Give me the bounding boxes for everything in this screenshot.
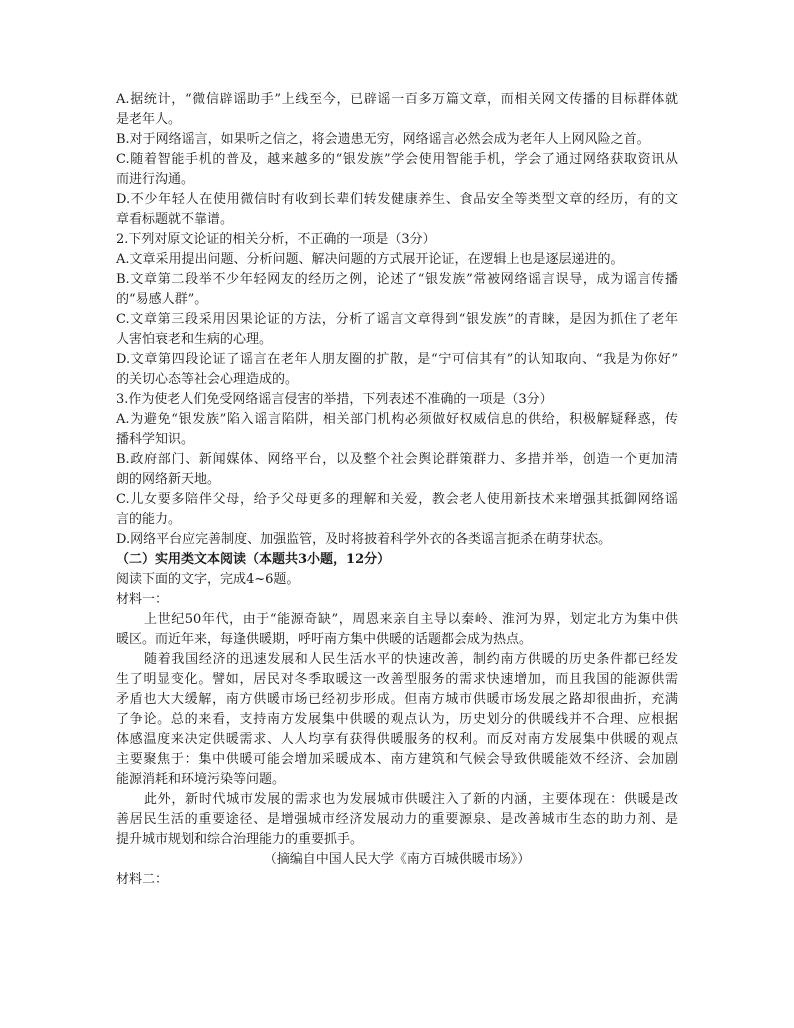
q3-option-b xyxy=(116,450,678,490)
q2-option-a xyxy=(116,250,678,270)
text-line: C.随着智能手机的普及，越来越多的“银发族”学会使用智能手机，学会了通过网络获取资讯从 xyxy=(116,152,678,167)
text-line: 了争论。总的来看，支持南方发展集中供暖的观点认为，历史划分的供暖线并不合理、应根据 xyxy=(116,712,678,727)
text-line: A.据统计，“微信辟谣助手”上线至今，已辟谣一百多万篇文章，而相关网文传播的目标群体就 xyxy=(116,92,678,107)
text-line: 章看标题就不靠谱。 xyxy=(116,212,234,227)
material-1-paragraph-2 xyxy=(116,650,678,790)
section-instruction: 阅读下面的文字，完成4~6题。 xyxy=(116,572,300,587)
document-page xyxy=(116,90,678,890)
text-line: 能源消耗和环境污染等问题。 xyxy=(116,772,286,787)
q2-option-d xyxy=(116,350,678,390)
text-line: 播科学知识。 xyxy=(116,432,195,447)
q3-option-c xyxy=(116,490,678,530)
q1-option-d xyxy=(116,190,678,230)
text-line: 提升城市规划和综合治理能力的重要抓手。 xyxy=(116,832,364,847)
q1-option-b xyxy=(116,130,678,150)
text-line: 随着我国经济的迅速发展和人民生活水平的快速改善，制约南方供暖的历史条件都已经发 xyxy=(144,652,678,667)
material-1-paragraph-3 xyxy=(116,790,678,850)
q2-option-c xyxy=(116,310,678,350)
text-line: D.文章第四段论证了谣言在老年人朋友圈的扩散，是“宁可信其有”的认知取向、“我是为你好” xyxy=(116,352,678,367)
text-line: 而进行沟通。 xyxy=(116,172,195,187)
text-line: C.文章第三段采用因果论证的方法，分析了谣言文章得到“银发族”的青睐，是因为抓住了老年 xyxy=(116,312,678,327)
text-line: 暖区。而近年来，每逢供暖期，呼吁南方集中供暖的话题都会成为热点。 xyxy=(116,632,533,647)
material-1-paragraph-1 xyxy=(116,610,678,650)
source-citation: （摘编自中国人民大学《南方百城供暖市场》） xyxy=(263,852,531,867)
q2-option-b xyxy=(116,270,678,310)
text-line: 此外，新时代城市发展的需求也为发展城市供暖注入了新的内涵，主要体现在：供暖是改 xyxy=(144,792,678,807)
text-line: D.网络平台应完善制度、加强监管，及时将披着科学外衣的各类谣言扼杀在萌芽状态。 xyxy=(116,532,612,547)
text-line: 生了明显变化。譬如，居民对冬季取暖这一改善型服务的需求快速增加，而且我国的能源供需 xyxy=(116,672,678,687)
text-line: D.不少年轻人在使用微信时有收到长辈们转发健康养生、食品安全等类型文章的经历，有的文 xyxy=(116,192,678,207)
q1-option-c xyxy=(116,150,678,190)
text-line: C.儿女要多陪伴父母，给予父母更多的理解和关爱，教会老人使用新技术来增强其抵御网络谣 xyxy=(116,492,678,507)
text-line: 善居民生活的重要途径、是增强城市经济发展动力的重要源泉、是改善城市生态的助力剂、是 xyxy=(116,812,678,827)
text-line: A.为避免“银发族”陷入谣言陷阱，相关部门机构必须做好权威信息的供给，积极解疑释惑，传 xyxy=(116,412,678,427)
text-line: 的“易感人群”。 xyxy=(116,292,208,307)
text-line: A.文章采用提出问题、分析问题、解决问题的方式展开论证，在逻辑上也是逐层递进的。 xyxy=(116,252,624,267)
section-heading: （二）实用类文本阅读（本题共3小题，12分） xyxy=(116,552,391,567)
text-line: B.文章第二段举不少年轻网友的经历之例，论述了“银发族”常被网络谣言误导，成为谣言传播 xyxy=(116,272,678,287)
text-line: 上世纪50年代，由于“能源奇缺”，周恩来亲自主导以秦岭、淮河为界，划定北方为集中供 xyxy=(144,612,678,627)
material-2-label: 材料二： xyxy=(116,872,169,887)
material-1-label: 材料一： xyxy=(116,592,169,607)
text-line: B.对于网络谣言，如果听之信之，将会遗患无穷，网络谣言必然会成为老年人上网风险之首。 xyxy=(116,132,650,147)
text-line: 言的能力。 xyxy=(116,512,182,527)
q3-option-d xyxy=(116,530,678,550)
question-3-stem: 3.作为使老人们免受网络谣言侵害的举措，下列表述不准确的一项是（3分） xyxy=(116,392,553,407)
text-line: 的关切心态等社会心理造成的。 xyxy=(116,372,299,387)
text-line: 体感温度来决定供暖需求、人人均享有获得供暖服务的权利。而反对南方发展集中供暖的观点 xyxy=(116,732,678,747)
text-line: 朗的网络新天地。 xyxy=(116,472,221,487)
text-line: 人害怕衰老和生病的心理。 xyxy=(116,332,273,347)
text-line: 是老年人。 xyxy=(116,112,182,127)
q1-option-a xyxy=(116,90,678,130)
text-line: 主要聚焦于：集中供暖可能会增加采暖成本、南方建筑和气候会导致供暖能效不经济、会加剧 xyxy=(116,752,678,767)
text-line: B.政府部门、新闻媒体、网络平台，以及整个社会舆论群策群力、多措并举，创造一个更加清 xyxy=(116,452,678,467)
q3-option-a xyxy=(116,410,678,450)
question-2-stem: 2.下列对原文论证的相关分析，不正确的一项是（3分） xyxy=(116,232,436,247)
text-line: 矛盾也大大缓解，南方供暖市场已经初步形成。但南方城市供暖市场发展之路却很曲折，充满 xyxy=(116,692,678,707)
